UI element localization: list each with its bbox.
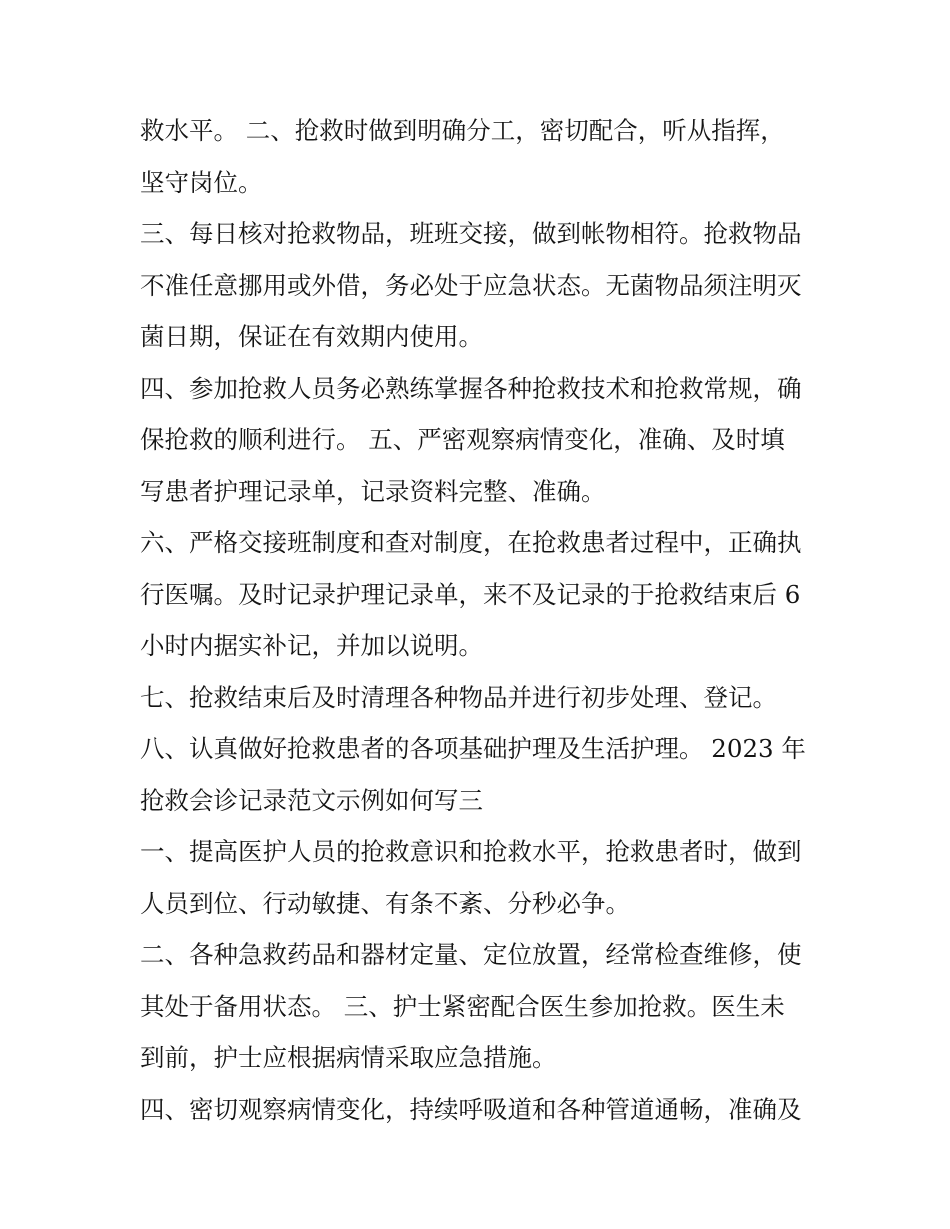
text-line: 救水平。 二、抢救时做到明确分工，密切配合，听从指挥， — [140, 116, 785, 145]
text-line: 行医嘱。及时记录护理记录单，来不及记录的于抢救结束后 6 — [140, 579, 801, 609]
text-line: 小时内据实补记，并加以说明。 — [140, 631, 483, 660]
text-line: 抢救会诊记录范文示例如何写三 — [140, 785, 483, 815]
text-line: 四、密切观察病情变化，持续呼吸道和各种管道通畅，准确及 — [140, 1094, 802, 1124]
text-line: 六、严格交接班制度和查对制度，在抢救患者过程中，正确执 — [140, 528, 802, 557]
text-line: 三、每日核对抢救物品，班班交接，做到帐物相符。抢救物品 — [140, 219, 802, 248]
text-line: 七、抢救结束后及时清理各种物品并进行初步处理、登记。 — [140, 682, 777, 712]
text-line: 人员到位、行动敏捷、有条不紊、分秒必争。 — [140, 888, 630, 918]
text-line: 写患者护理记录单，记录资料完整、准确。 — [140, 476, 606, 506]
text-line: 其处于备用状态。 三、护士紧密配合医生参加抢救。医生未 — [140, 991, 785, 1021]
text-line: 保抢救的顺利进行。 五、严密观察病情变化，准确、及时填 — [140, 425, 785, 454]
text-line: 菌日期，保证在有效期内使用。 — [140, 322, 483, 351]
document-body — [140, 105, 820, 1135]
text-line: 二、各种急救药品和器材定量、定位放置，经常检查维修，使 — [140, 940, 802, 969]
text-line: 不准任意挪用或外借，务必处于应急状态。无菌物品须注明灭 — [140, 270, 802, 300]
text-line: 一、提高医护人员的抢救意识和抢救水平，抢救患者时，做到 — [140, 837, 802, 866]
text-line: 坚守岗位。 — [140, 167, 263, 197]
text-line: 八、认真做好抢救患者的各项基础护理及生活护理。 2023 年 — [140, 734, 806, 763]
text-line: 到前，护士应根据病情采取应急措施。 — [140, 1043, 557, 1072]
text-line: 四、参加抢救人员务必熟练掌握各种抢救技术和抢救常规，确 — [140, 373, 802, 403]
